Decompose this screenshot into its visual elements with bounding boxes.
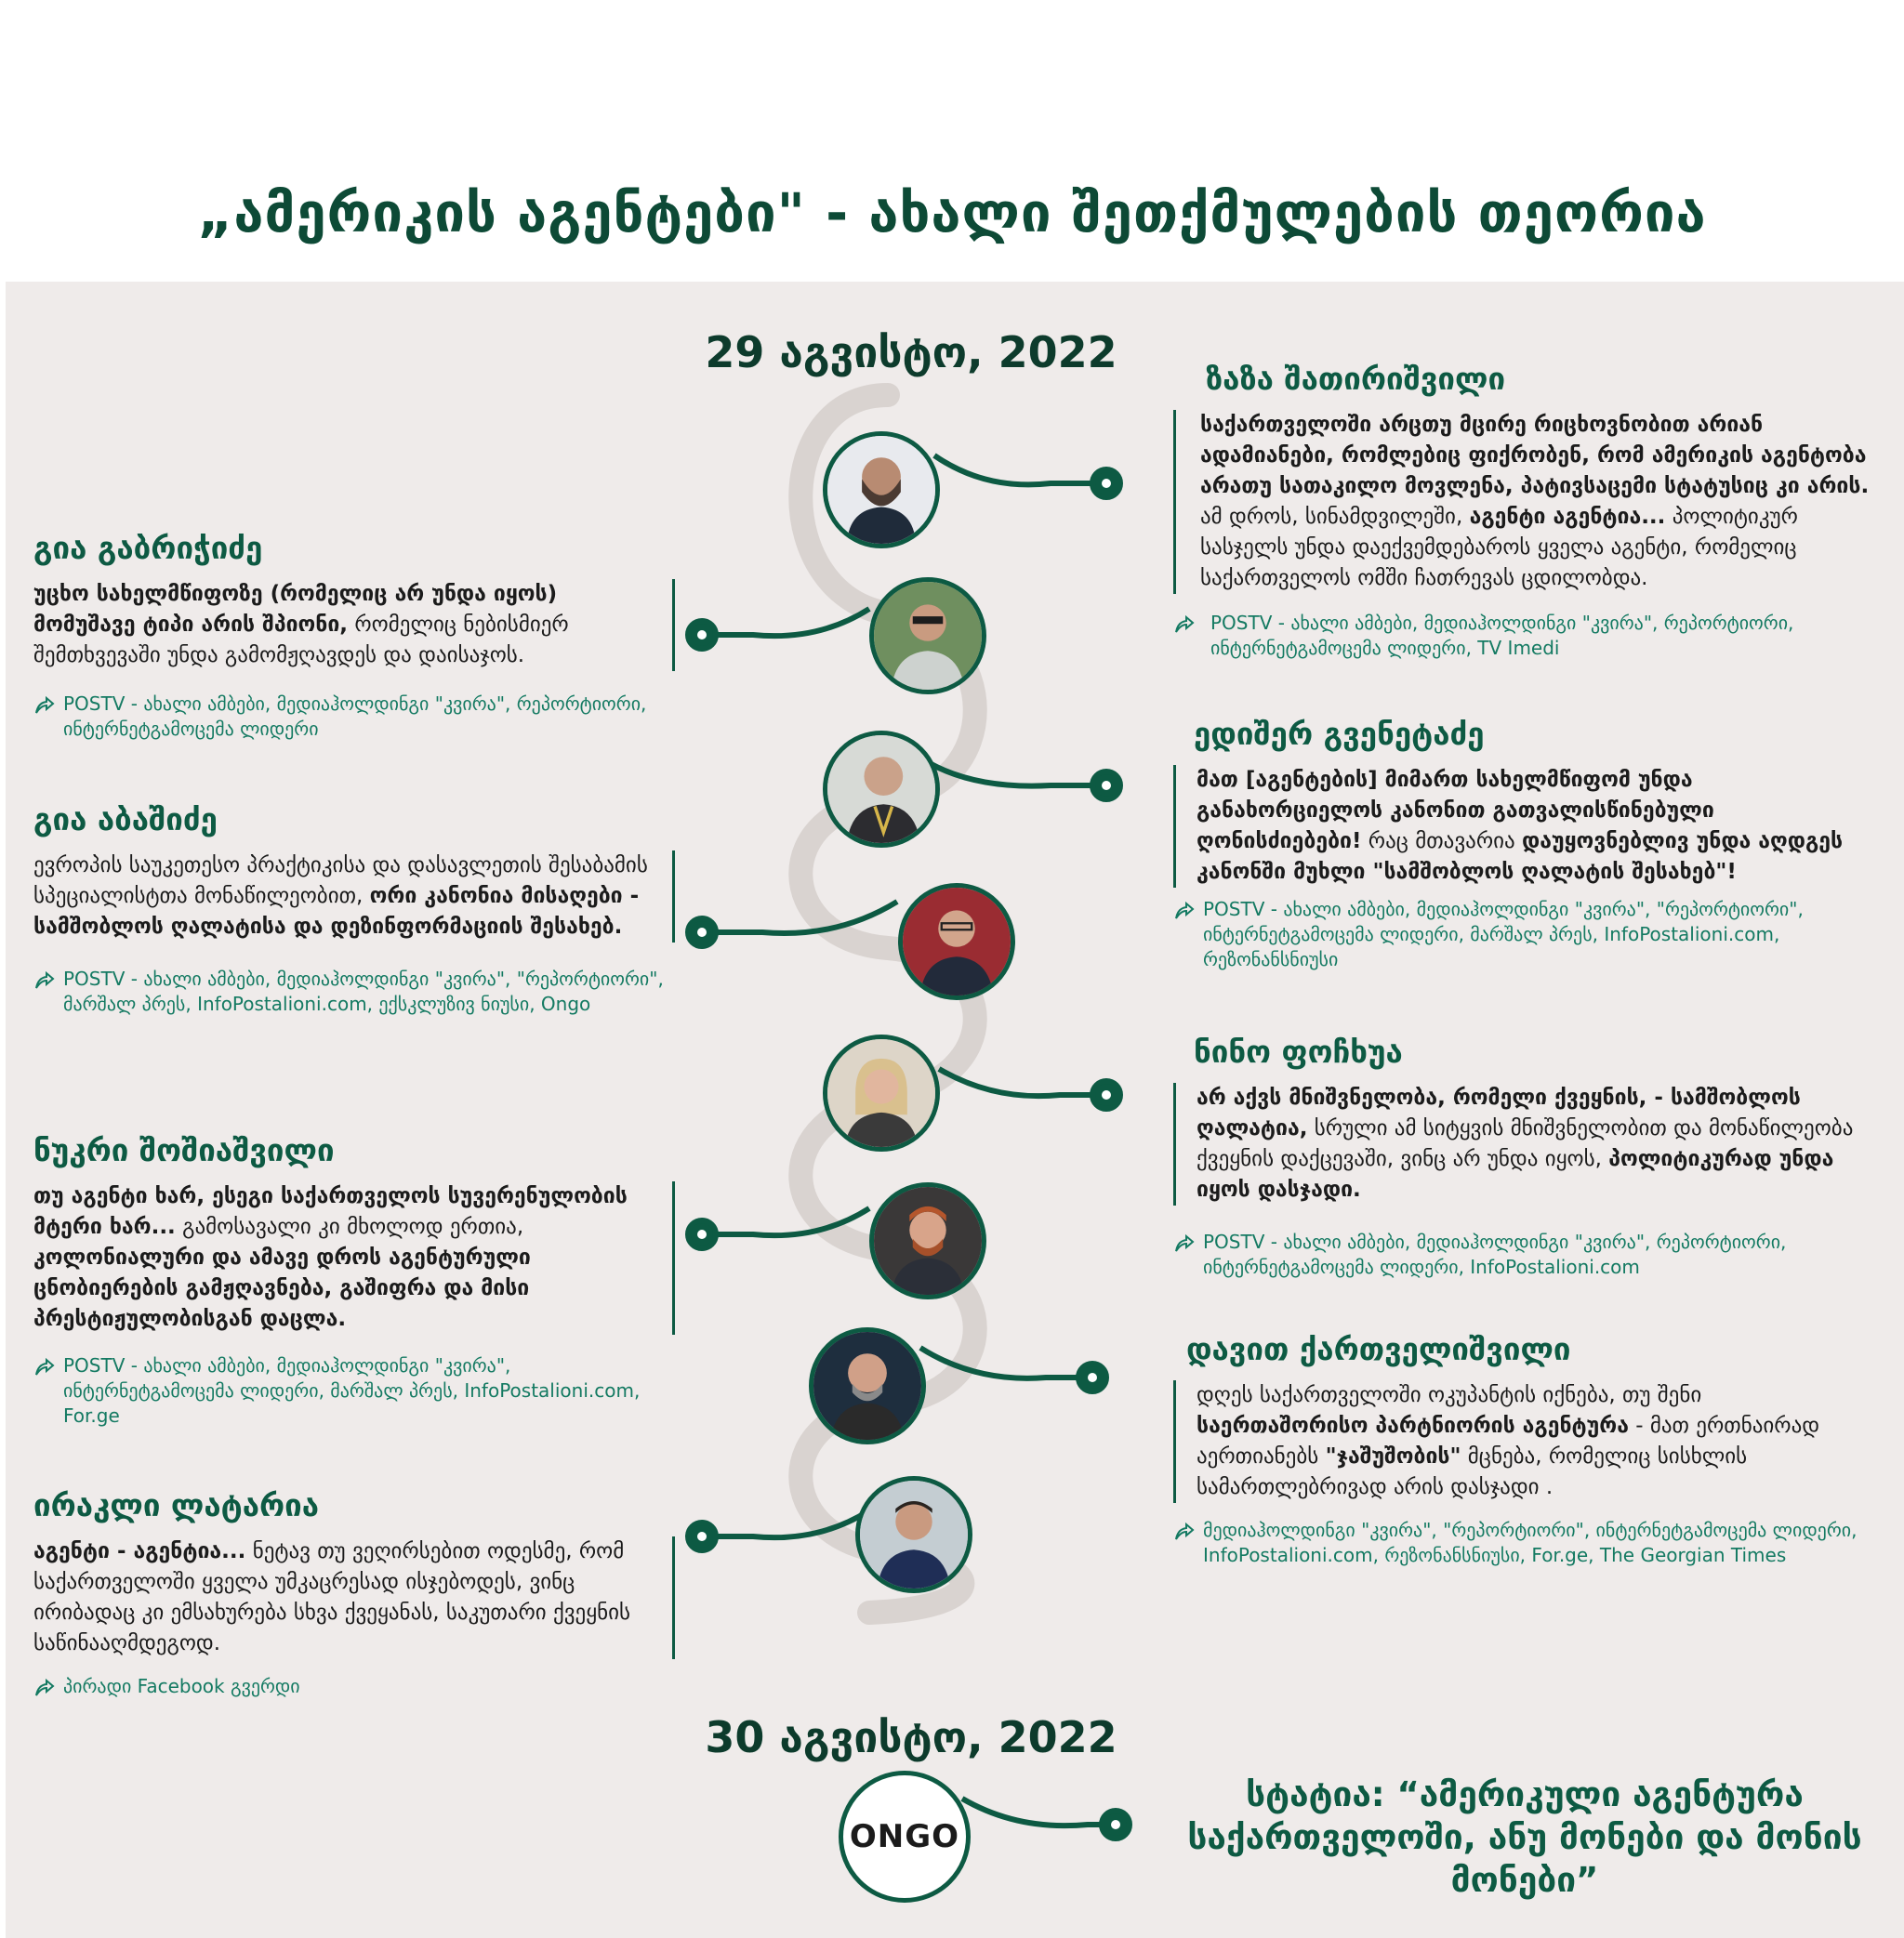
person-name: ირაკლი ლატარია [33,1487,320,1523]
quote-text: თუ აგენტი ხარ, ესეგი საქართველოს სუვერენულობის მტერი ხარ... გამოსავალი კი მხოლოდ ერთია, კოლონიალური და ამავე დროს აგენტურული ცნობიერების გამჟღავნება, გაშიფრა და მისი პრესტიჟულობისგან დაცლა. [33,1181,675,1335]
connector-right-5 [962,1799,1130,1839]
end-date: 30 აგვისტო, 2022 [705,1712,1117,1762]
share-icon [1173,1520,1196,1542]
article-title: სტატია: “ამერიკული აგენტურა საქართველოში, ანუ მონები და მონის მონები” [1187,1774,1862,1900]
avatar-shoshiashvili [869,1182,986,1299]
source-text: POSTV - ახალი ამბები, მედიაჰოლდინგი "კვირა", ინტერნეტგამოცემა ლიდერი, მარშალ პრეს, InfoPostalioni.com, For.ge [33,1353,675,1429]
source-text: POSTV - ახალი ამბები, მედიაჰოლდინგი "კვირა", "რეპორტიორი", ინტერნეტგამოცემა ლიდერი, მარშალ პრეს, InfoPostalioni.com, რეზონანსნიუსი [1173,897,1880,972]
connector-left-1 [688,609,869,649]
share-icon [1173,1232,1196,1254]
ongo-logo [839,1771,971,1903]
share-icon [33,693,56,716]
avatar-kartvelishvili [809,1327,926,1444]
source-text: POSTV - ახალი ამბები, მედიაჰოლდინგი "კვირა", რეპორტიორი, ინტერნეტგამოცემა ლიდერი, InfoPostalioni.com [1173,1230,1889,1280]
quote-text: არ აქვს მნიშვნელობა, რომელი ქვეყნის, - სამშობლოს ღალატია, სრული ამ სიტყვის მნიშვნელობით და მონაწილეობა ქვეყნის დაქცევაში, ვინც არ უნდა იყოს, პოლიტიკურად უნდა იყოს დასჯადი. [1173,1083,1889,1206]
share-icon [33,969,56,991]
source-text: POSTV - ახალი ამბები, მედიაჰოლდინგი "კვირა", რეპორტიორი, ინტერნეტგამოცემა ლიდერი [33,692,675,742]
share-icon [1173,899,1196,921]
person-name: გია გაბრიჭიძე [33,530,263,566]
entry-latariia [33,1487,675,1699]
avatar-latariia [855,1476,972,1593]
entry-shatirishvili [1173,361,1889,661]
source-text: მედიაჰოლდინგი "კვირა", "რეპორტიორი", ინტერნეტგამოცემა ლიდერი, InfoPostalioni.com, რეზონანსნიუსი, For.ge, The Georgian Times [1173,1518,1880,1568]
connector-right-3 [939,1069,1120,1109]
connector-right-1 [934,455,1120,497]
avatar-gabrichidze [869,577,986,694]
quote-text: მათ [აგენტების] მიმართ სახელმწიფომ უნდა განახორციელოს კანონით გათვალისწინებული ღონისძიებები! რაც მთავარია დაუყოვნებლივ უნდა აღდგეს კანონში მუხლი "სამშობლოს ღალატის შესახებ"! [1173,765,1880,888]
share-icon [33,1676,56,1698]
quote-text: აგენტი - აგენტია... ნეტავ თუ ვეღირსებით ოდესმე, რომ საქართველოში ყველა უმკაცრესად ისჯებოდეს, ვინც ირიბადაც კი ემსახურება სხვა ქვეყანას, საკუთარი ქვეყნის საწინააღმდეგოდ. [33,1536,675,1659]
entry-gabrichidze [33,530,675,742]
start-date: 29 აგვისტო, 2022 [705,327,1117,377]
share-icon [33,1355,56,1378]
ongo-logo-text: ONGO [849,1818,960,1855]
quote-text: ევროპის საუკეთესო პრაქტიკისა და დასავლეთის შესაბამის სპეციალისტთა მონაწილეობით, ორი კანონია მისაღები - სამშობლოს ღალატისა და დეზინფორმაციის შესახებ. [33,850,675,943]
page-title: „ამერიკის აგენტები" - ახალი შეთქმულების თეორია [197,181,1707,244]
avatar-gvenetadze [823,731,940,848]
person-name: ნუკრი შოშიაშვილი [33,1132,335,1168]
quote-text: საქართველოში არცთუ მცირე რიცხოვნობით არიან ადამიანები, რომლებიც ფიქრობენ, რომ ამერიკის აგენტობა არათუ სათაკილო მოვლენა, პატივსაცემი სტატუსიც კი არის. ამ დროს, სინამდვილეში, აგენტი აგენტია... პოლიტიკურ სასჯელს უნდა დაექვემდებაროს ყველა აგენტი, რომელიც საქართველოს ომში ჩათრევას ცდილობდა. [1173,410,1889,594]
avatar-shatirishvili [823,431,940,548]
person-name: ზაზა შათირიშვილი [1206,361,1506,397]
share-icon [1173,613,1196,635]
source-text: POSTV - ახალი ამბები, მედიაჰოლდინგი "კვირა", რეპორტიორი, ინტერნეტგამოცემა ლიდერი, TV Imedi [1173,611,1889,661]
person-name: გია აბაშიძე [33,801,218,837]
source-text: POSTV - ახალი ამბები, მედიაჰოლდინგი "კვირა", "რეპორტიორი", მარშალ პრეს, InfoPostalioni.com, ექსკლუზივ ნიუსი, Ongo [33,967,675,1017]
entry-pochkhua [1173,1034,1889,1280]
quote-text: უცხო სახელმწიფოზე (რომელიც არ უნდა იყოს) მომუშავე ტიპი არის შპიონი, რომელიც ნებისმიერ შემთხვევაში უნდა გამომჟღავდეს და დაისაჯოს. [33,579,675,671]
person-name: ედიშერ გვენეტაძე [1194,716,1485,752]
entry-gvenetadze [1173,716,1880,972]
entry-kartvelishvili [1173,1331,1880,1568]
avatar-pochkhua [823,1035,940,1152]
source-text: პირადი Facebook გვერდი [33,1674,675,1699]
person-name: დავით ქართველიშვილი [1186,1331,1571,1367]
avatar-abashidze [898,883,1015,1000]
entry-abashidze [33,801,675,1017]
quote-text: დღეს საქართველოში ოკუპანტის იქნება, თუ შენი საერთაშორისო პარტნიორის აგენტურა - მათ ერთნაირად აერთიანებს "ჯაშუშობის" მცნება, რომელიც სისხლის სამართლებრივად არის დასჯადი . [1173,1380,1880,1503]
person-name: ნინო ფოჩხუა [1194,1034,1403,1070]
entry-shoshiashvili [33,1132,675,1429]
